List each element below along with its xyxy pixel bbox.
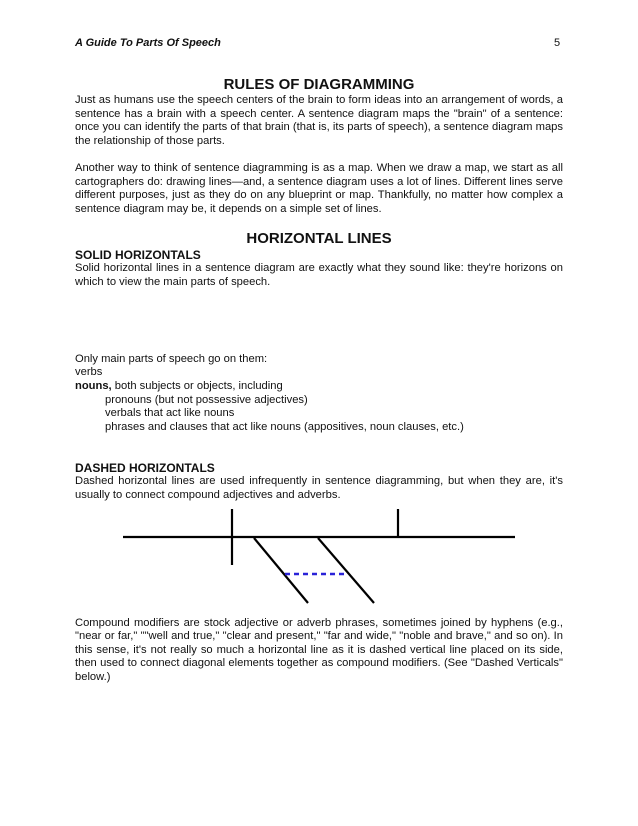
solid-horizontals-heading: SOLID HORIZONTALS (75, 247, 201, 262)
solid-horizontals-text: Solid horizontal lines in a sentence diagram are exactly what they sound like: they're horizons on which to view the main parts of speech. (75, 261, 563, 288)
intro-paragraph-2: Another way to think of sentence diagramming is as a map. When we draw a map, we start as all cartographers do: drawing lines—and, a sentence diagram uses a lot of lines. Different lines serve different purposes, just as they do on any blueprint or map. Thankfully, no matter how complex a sentence diagram may be, it depends on a simple set of lines. (75, 161, 563, 215)
modifier-diagonal-left (254, 538, 308, 603)
list-intro: Only main parts of speech go on them: (75, 352, 268, 365)
page-content (75, 72, 563, 685)
nouns-description: both subjects or objects, including (111, 379, 283, 392)
horizontal-lines-title: HORIZONTAL LINES (246, 229, 392, 247)
nouns-label: nouns, (75, 379, 112, 392)
list-item-verbs: verbs (75, 366, 103, 379)
dashed-horizontals-text: Dashed horizontal lines are used infrequently in sentence diagramming, but when they are, it's usually to connect compound adjectives and adverbs. (75, 475, 563, 502)
dashed-horizontals-heading: DASHED HORIZONTALS (75, 461, 215, 476)
sub-list-item: phrases and clauses that act like nouns (appositives, noun clauses, etc.) (105, 420, 464, 433)
running-header-title: A Guide To Parts Of Speech (75, 37, 221, 49)
sub-list-item: verbals that act like nouns (105, 407, 235, 420)
dashed-horizontal-diagram (75, 503, 563, 607)
solid-horizontal-diagram (75, 289, 563, 339)
sub-list-item: pronouns (but not possessive adjectives) (105, 393, 308, 406)
intro-paragraph-1: Just as humans use the speech centers of the brain to form ideas into an arrangement of words, a sentence has a brain with a speech center. A sentence diagram maps the "brain" of a sentence: once you can identify the parts of that brain (that is, its parts of speech), a sentence diagram maps the relationship of those parts. (75, 94, 563, 147)
list-item-nouns (75, 380, 563, 394)
page-number: 5 (554, 37, 561, 49)
rules-title: RULES OF DIAGRAMMING (223, 76, 415, 93)
modifier-diagonal-right (318, 538, 374, 603)
compound-modifiers-text: Compound modifiers are stock adjective or adverb phrases, sometimes joined by hyphens (e.g., "near or far," ""well and true," "clear and present," "far and wide," "noble and brave," and so on). In this sense, it's not really so much a horizontal line as it is dashed vertical line placed on its side, then used to connect diagonal elements together as compound modifiers. (See "Dashed Verticals" below.) (75, 616, 563, 684)
